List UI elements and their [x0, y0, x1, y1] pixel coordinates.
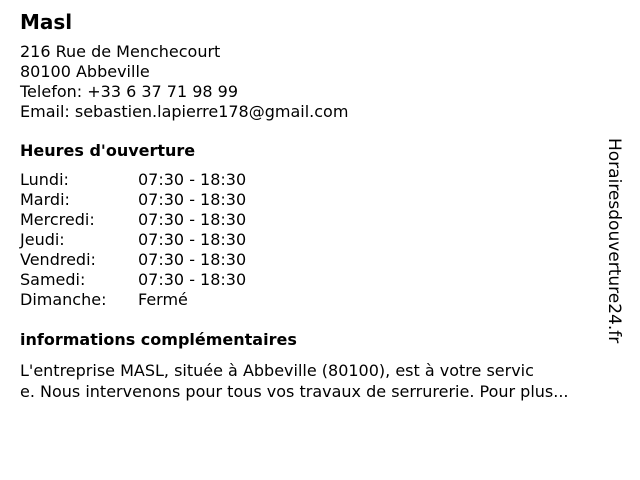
time-value: 07:30 - 18:30 — [138, 210, 247, 229]
time-value: 07:30 - 18:30 — [138, 170, 247, 189]
time-value: 07:30 - 18:30 — [138, 270, 247, 289]
hours-row-friday — [20, 250, 610, 270]
business-name: Masl — [20, 10, 73, 34]
day-label: Jeudi: — [20, 230, 65, 249]
hours-row-wednesday — [20, 210, 610, 230]
opening-hours-table — [20, 170, 610, 310]
day-label: Samedi: — [20, 270, 86, 289]
hours-row-saturday — [20, 270, 610, 290]
hours-row-monday — [20, 170, 610, 190]
street-address: 216 Rue de Menchecourt — [20, 42, 221, 61]
email-address: Email: sebastien.lapierre178@gmail.com — [20, 102, 349, 121]
day-label: Lundi: — [20, 170, 69, 189]
day-label: Dimanche: — [20, 290, 107, 309]
day-label: Vendredi: — [20, 250, 96, 269]
hours-row-sunday — [20, 290, 610, 310]
time-value: 07:30 - 18:30 — [138, 190, 247, 209]
time-value: 07:30 - 18:30 — [138, 250, 247, 269]
site-watermark: Horairesdouverture24.fr — [604, 138, 624, 344]
opening-hours-heading: Heures d'ouverture — [20, 141, 196, 160]
hours-row-thursday — [20, 230, 610, 250]
day-label: Mercredi: — [20, 210, 95, 229]
time-value: 07:30 - 18:30 — [138, 230, 247, 249]
phone-number: Telefon: +33 6 37 71 98 99 — [20, 82, 239, 101]
additional-info-heading: informations complémentaires — [20, 330, 297, 349]
hours-row-tuesday — [20, 190, 610, 210]
day-label: Mardi: — [20, 190, 70, 209]
description-line-1: L'entreprise MASL, située à Abbeville (80100), est à votre servic — [20, 361, 534, 380]
description-line-2: e. Nous intervenons pour tous vos travaux de serrurerie. Pour plus... — [20, 382, 569, 401]
business-card — [20, 10, 610, 402]
time-value: Fermé — [138, 290, 188, 309]
city-address: 80100 Abbeville — [20, 62, 150, 81]
